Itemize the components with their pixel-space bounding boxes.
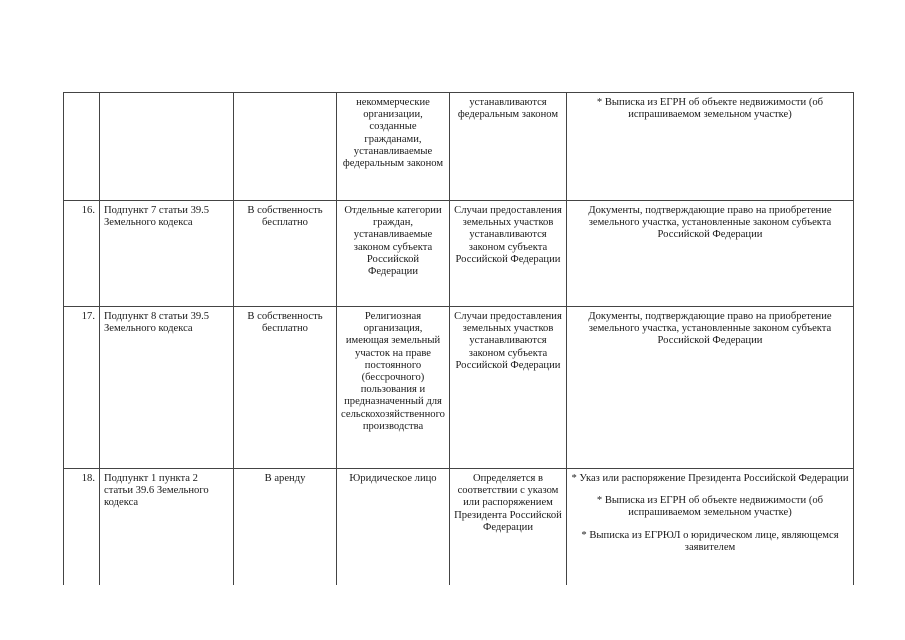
table-row bbox=[64, 469, 854, 585]
legal-basis: Подпункт 8 статьи 39.5 Земельного кодекса bbox=[100, 307, 234, 469]
applicant-category: Юридическое лицо bbox=[337, 469, 450, 585]
provision-conditions: устанавливаются федеральным законом bbox=[450, 93, 567, 201]
land-provision-table bbox=[63, 92, 854, 585]
document-item: * Выписка из ЕГРН об объекте недвижимости (об испрашиваемом земельном участке) bbox=[596, 97, 824, 121]
document-item: * Указ или распоряжение Президента Российской Федерации bbox=[571, 473, 849, 484]
required-documents bbox=[567, 307, 854, 469]
provision-conditions: Случаи предоставления земельных участков устанавливаются законом субъекта Российской Федерации bbox=[450, 307, 567, 469]
required-documents bbox=[567, 469, 854, 585]
legal-basis bbox=[100, 93, 234, 201]
legal-basis: Подпункт 1 пункта 2 статьи 39.6 Земельного кодекса bbox=[100, 469, 234, 585]
row-number: 18. bbox=[64, 469, 100, 585]
provision-type: В аренду bbox=[234, 469, 337, 585]
row-number: 17. bbox=[64, 307, 100, 469]
table-row bbox=[64, 93, 854, 201]
applicant-category: Отдельные категории граждан, устанавливаемые законом субъекта Российской Федерации bbox=[337, 201, 450, 307]
required-documents bbox=[567, 93, 854, 201]
provision-type: В собственность бесплатно bbox=[234, 201, 337, 307]
applicant-category: Религиозная организация, имеющая земельный участок на праве постоянного (бессрочного) пользования и предназначенный для сельскохозяйственного производства bbox=[337, 307, 450, 469]
document-item: Документы, подтверждающие право на приобретение земельного участка, установленные законом субъекта Российской Федерации bbox=[588, 311, 832, 347]
provision-type: В собственность бесплатно bbox=[234, 307, 337, 469]
document-item: * Выписка из ЕГРН об объекте недвижимости (об испрашиваемом земельном участке) bbox=[596, 495, 824, 519]
table-row bbox=[64, 201, 854, 307]
required-documents bbox=[567, 201, 854, 307]
legal-basis: Подпункт 7 статьи 39.5 Земельного кодекса bbox=[100, 201, 234, 307]
provision-type bbox=[234, 93, 337, 201]
applicant-category: некоммерческие организации, созданные гражданами, устанавливаемые федеральным законом bbox=[337, 93, 450, 201]
table-row bbox=[64, 307, 854, 469]
provision-conditions: Определяется в соответствии с указом или распоряжением Президента Российской Федерации bbox=[450, 469, 567, 585]
document-item: * Выписка из ЕГРЮЛ о юридическом лице, являющемся заявителем bbox=[581, 529, 839, 553]
provision-conditions: Случаи предоставления земельных участков устанавливаются законом субъекта Российской Федерации bbox=[450, 201, 567, 307]
document-item: Документы, подтверждающие право на приобретение земельного участка, установленные законом субъекта Российской Федерации bbox=[588, 205, 832, 241]
row-number: 16. bbox=[64, 201, 100, 307]
row-number bbox=[64, 93, 100, 201]
